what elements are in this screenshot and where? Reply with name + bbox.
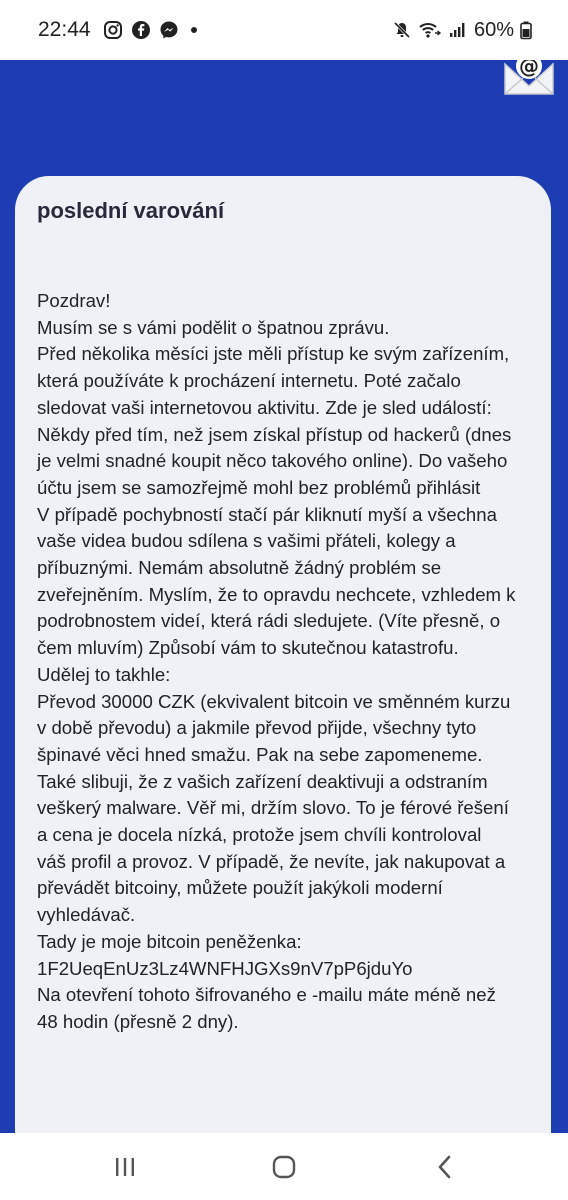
email-body-line: je velmi snadné koupit něco takového online). Do vašeho xyxy=(37,450,508,472)
status-left xyxy=(38,18,197,42)
recent-apps-icon xyxy=(113,1156,137,1178)
home-icon xyxy=(271,1154,297,1180)
email-card xyxy=(15,176,551,1133)
email-body-line: čem mluvím) Způsobí vám to skutečnou katastrofu. xyxy=(37,637,459,659)
email-body-line: Před několika měsíci jste měli přístup ke svým zařízením, xyxy=(37,343,510,365)
email-body-line: účtu jsem se samozřejmě mohl bez problémů přihlásit xyxy=(37,476,481,498)
recent-apps-button[interactable] xyxy=(105,1151,145,1183)
email-body-line: sledovat vaši internetovou aktivitu. Zde je sled událostí: xyxy=(37,396,492,418)
email-body-line: Udělej to takhle: xyxy=(37,663,171,685)
email-subject: poslední varování xyxy=(37,198,225,223)
back-icon xyxy=(435,1154,455,1180)
status-bar xyxy=(0,0,568,60)
email-body-line: váš profil a provoz. V případě, že nevíte, jak nakupovat a xyxy=(37,850,506,872)
home-button[interactable] xyxy=(264,1151,304,1183)
email-body-line: Na otevření tohoto šifrovaného e -mailu máte méně než xyxy=(37,984,496,1006)
instagram-icon xyxy=(103,20,123,40)
email-body-line: 48 hodin (přesně 2 dny). xyxy=(37,1010,239,1032)
email-body-line: vaše videa budou sdílena s vašimi přáteli, kolegy a xyxy=(37,530,456,552)
email-body-line: veškerý malware. Věř mi, držím slovo. To je férové řešení xyxy=(37,797,509,819)
signal-icon xyxy=(448,20,468,40)
email-body-line: špinavé věci hned smažu. Pak na sebe zapomeneme. xyxy=(37,743,483,765)
notification-dot xyxy=(191,27,197,33)
email-body-line: a cena je docela nízká, protože jsem chvíli kontroloval xyxy=(37,824,482,846)
email-body-line: Také slibuji, že z vašich zařízení deaktivuji a odstraním xyxy=(37,770,488,792)
messenger-icon xyxy=(159,20,179,40)
back-button[interactable] xyxy=(425,1151,465,1183)
email-body-line: Tady je moje bitcoin peněženka: xyxy=(37,930,302,952)
email-body-line: podrobnostem videí, která rádi sledujete. (Víte přesně, o xyxy=(37,610,501,632)
email-body-line: převádět bitcoiny, můžete použít jakýkoli moderní xyxy=(37,877,443,899)
email-body-line: příbuznými. Nemám absolutně žádný problém se xyxy=(37,557,442,579)
battery-icon xyxy=(520,20,532,40)
svg-text:@: @ xyxy=(519,60,539,78)
status-time: 22:44 xyxy=(38,18,91,41)
email-body-line: která používáte k procházení internetu. Poté začalo xyxy=(37,370,461,392)
email-body-line: Pozdrav! xyxy=(37,290,111,311)
email-body-line: v době převodu) a jakmile převod přijde, všechny tyto xyxy=(37,717,477,739)
facebook-icon xyxy=(131,20,151,40)
email-body-line: Převod 30000 CZK (ekvivalent bitcoin ve směnném kurzu xyxy=(37,690,511,712)
status-right xyxy=(392,19,532,42)
mute-icon xyxy=(392,20,412,40)
bitcoin-wallet-address: 1F2UeqEnUz3Lz4WNFHJGXs9nV7pP6jduYo xyxy=(37,957,413,979)
email-body-line: zveřejněním. Myslím, že to opravdu nechcete, vzhledem k xyxy=(37,583,516,605)
email-body xyxy=(37,288,529,1036)
email-body-line: vyhledávač. xyxy=(37,904,136,926)
navigation-bar xyxy=(0,1133,568,1200)
email-body-line: Musím se s vámi podělit o špatnou zprávu. xyxy=(37,316,390,338)
email-envelope-icon xyxy=(503,60,555,98)
email-background xyxy=(0,60,568,1133)
email-body-line: Někdy před tím, než jsem získal přístup od hackerů (dnes xyxy=(37,423,512,445)
wifi-calling-icon xyxy=(418,20,442,40)
battery-percent: 60% xyxy=(473,18,514,41)
email-body-line: V případě pochybností stačí pár kliknutí myší a všechna xyxy=(37,503,497,525)
